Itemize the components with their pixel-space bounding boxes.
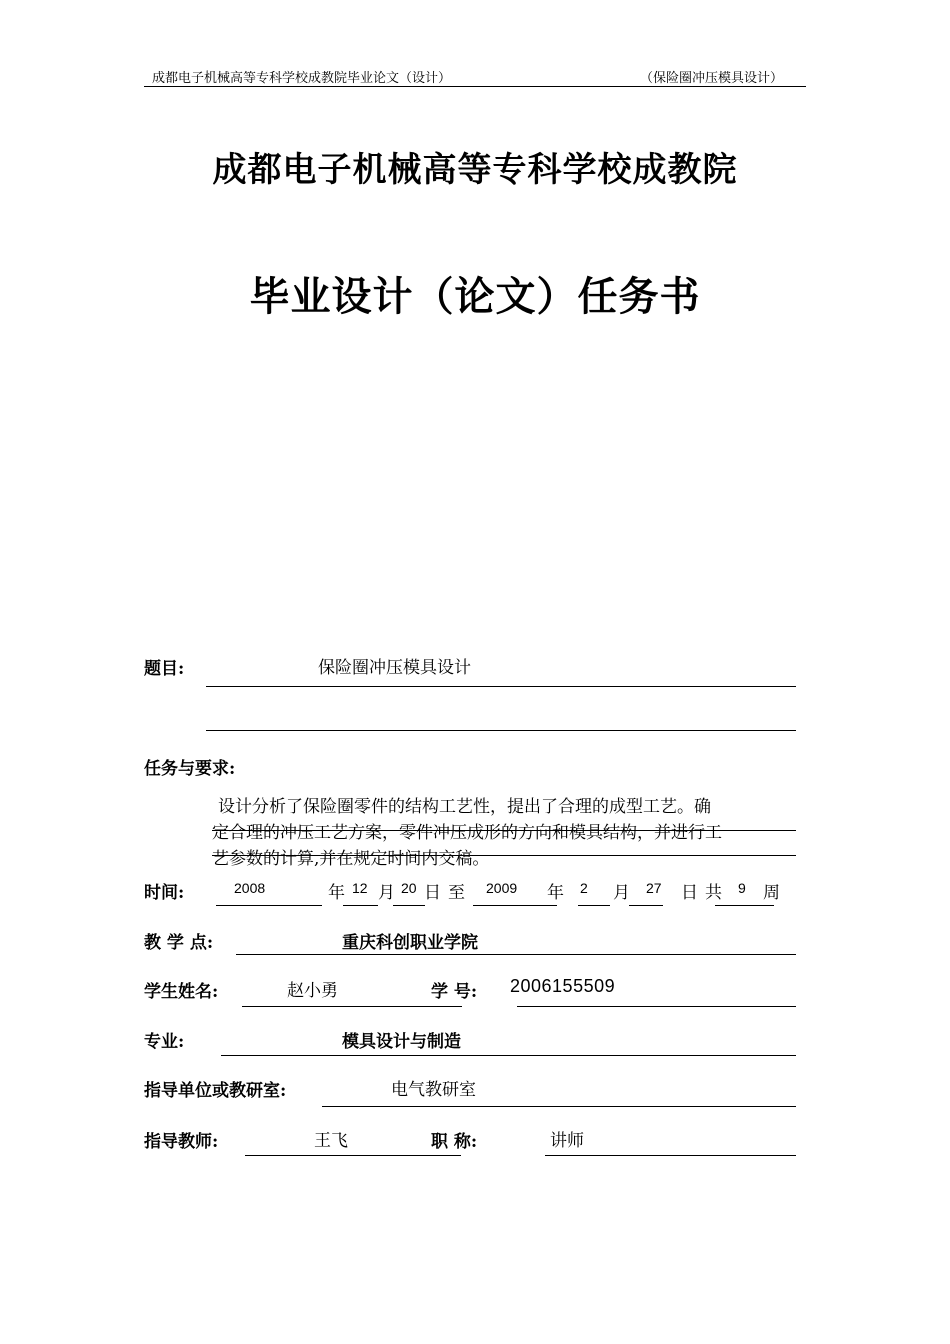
task-label: 任务与要求: bbox=[144, 759, 236, 779]
end-day-underline bbox=[629, 905, 663, 906]
end-day: 27 bbox=[646, 880, 662, 896]
document-title: 毕业设计（论文）任务书 bbox=[249, 273, 701, 320]
major-underline bbox=[221, 1055, 796, 1056]
advisor-label: 指导教师: bbox=[144, 1132, 219, 1152]
topic-value: 保险圈冲压模具设计 bbox=[318, 658, 471, 678]
topic-underline-1 bbox=[206, 686, 796, 687]
topic-underline-2 bbox=[206, 730, 796, 731]
student-underline bbox=[242, 1006, 462, 1007]
to-char: 至 bbox=[448, 883, 465, 903]
task-underline-2 bbox=[212, 855, 796, 856]
unit-value: 电气教研室 bbox=[391, 1080, 476, 1100]
start-year: 2008 bbox=[234, 880, 266, 896]
task-underline-1 bbox=[212, 830, 796, 831]
weeks-value: 9 bbox=[738, 880, 746, 896]
year-char-2: 年 bbox=[547, 883, 564, 903]
start-month-underline bbox=[343, 905, 378, 906]
start-day-underline bbox=[393, 905, 425, 906]
student-id-value: 2006155509 bbox=[510, 976, 616, 996]
advisor-value: 王飞 bbox=[314, 1131, 348, 1151]
major-value: 模具设计与制造 bbox=[342, 1032, 461, 1052]
month-char-1: 月 bbox=[378, 883, 395, 903]
rank-underline bbox=[545, 1155, 796, 1156]
end-month-underline bbox=[578, 905, 610, 906]
school-title: 成都电子机械高等专科学校成教院 bbox=[212, 150, 738, 190]
place-underline bbox=[236, 954, 796, 955]
place-value: 重庆科创职业学院 bbox=[342, 933, 478, 953]
unit-label: 指导单位或教研室: bbox=[144, 1081, 287, 1101]
rank-value: 讲师 bbox=[550, 1131, 584, 1151]
day-char-2: 日 bbox=[681, 883, 698, 903]
student-id-underline bbox=[517, 1006, 796, 1007]
student-id-label: 学 号: bbox=[431, 982, 478, 1002]
place-label: 教 学 点: bbox=[144, 933, 214, 953]
month-char-2: 月 bbox=[613, 883, 630, 903]
end-year-underline bbox=[473, 905, 557, 906]
task-line-2: 定合理的冲压工艺方案，零件冲压成形的方向和模具结构，并进行工 bbox=[212, 823, 722, 843]
running-header-right: （保险圈冲压模具设计） bbox=[640, 71, 784, 86]
time-label: 时间: bbox=[144, 883, 185, 903]
week-char: 周 bbox=[763, 883, 780, 903]
running-header-left: 成都电子机械高等专科学校成教院毕业论文（设计） bbox=[152, 71, 452, 86]
major-label: 专业: bbox=[144, 1032, 185, 1052]
start-day: 20 bbox=[401, 880, 417, 896]
student-label: 学生姓名: bbox=[144, 982, 219, 1002]
total-char: 共 bbox=[705, 883, 722, 903]
advisor-underline bbox=[245, 1155, 461, 1156]
day-char-1: 日 bbox=[424, 883, 441, 903]
student-value: 赵小勇 bbox=[287, 981, 338, 1001]
year-char-1: 年 bbox=[328, 883, 345, 903]
start-month: 12 bbox=[352, 880, 368, 896]
unit-underline bbox=[322, 1106, 796, 1107]
task-line-1: 设计分析了保险圈零件的结构工艺性，提出了合理的成型工艺。确 bbox=[218, 797, 711, 817]
end-year: 2009 bbox=[486, 880, 518, 896]
header-rule bbox=[144, 86, 806, 87]
weeks-underline bbox=[715, 905, 774, 906]
topic-label: 题目: bbox=[144, 659, 185, 679]
rank-label: 职 称: bbox=[431, 1132, 478, 1152]
start-year-underline bbox=[216, 905, 322, 906]
task-line-3: 艺参数的计算,并在规定时间内交稿。 bbox=[212, 849, 490, 869]
end-month: 2 bbox=[580, 880, 588, 896]
